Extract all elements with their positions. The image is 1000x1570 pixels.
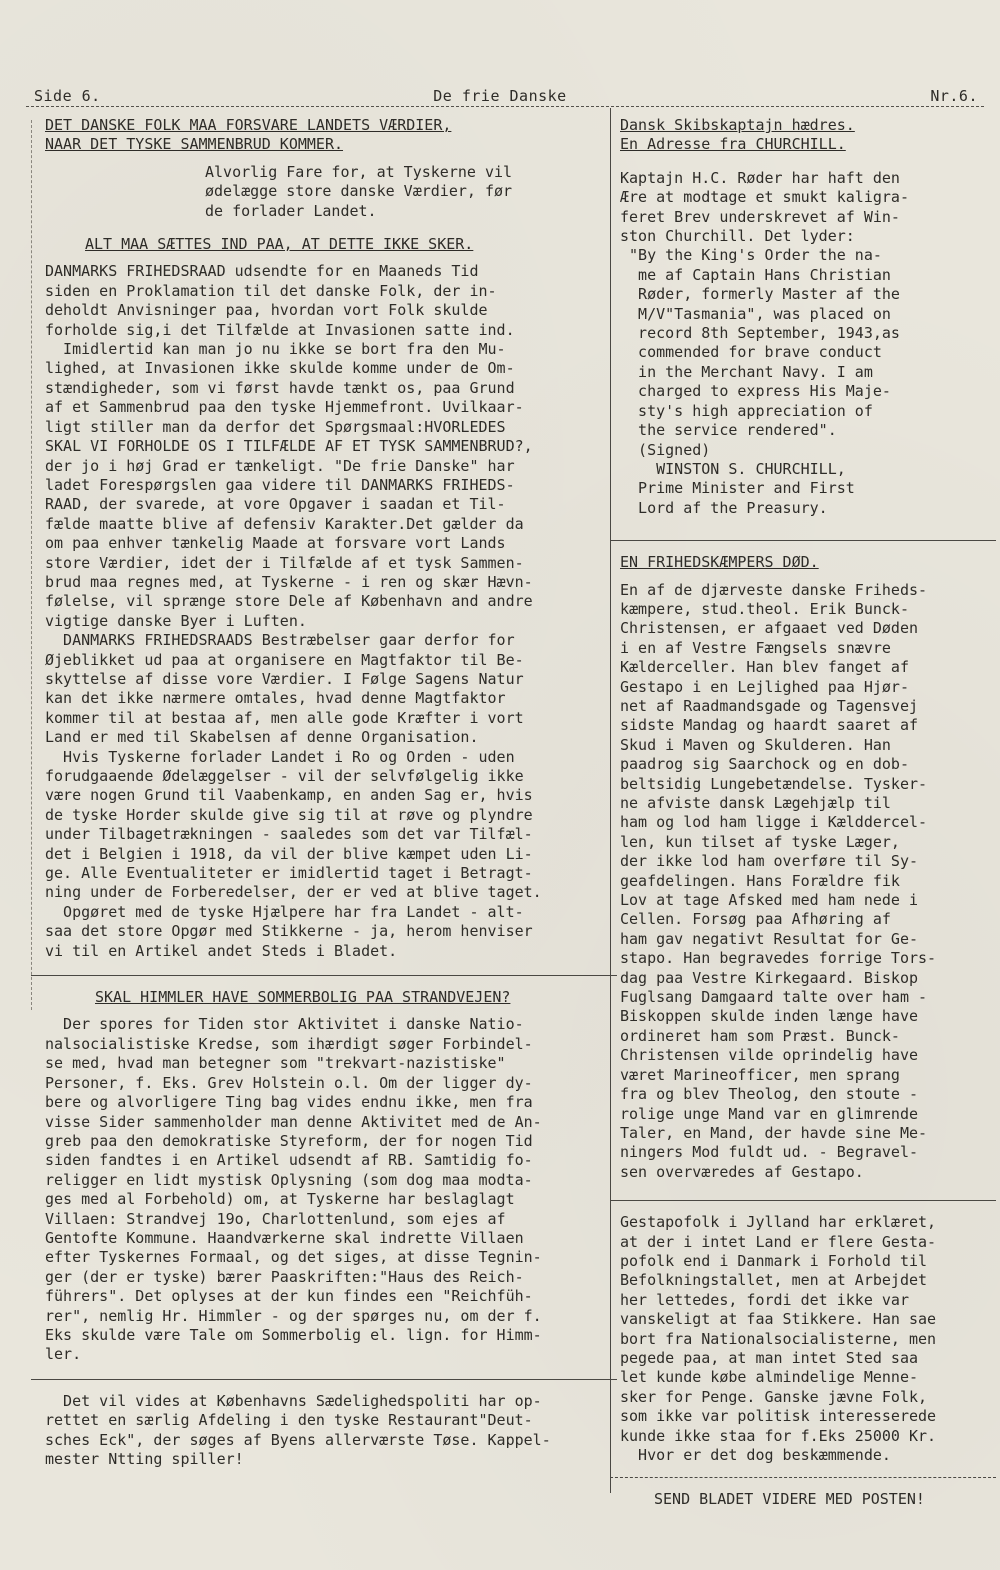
- text-line: Gestapo i en Lejlighed paa Hjør-: [620, 677, 909, 696]
- header-divider: [26, 106, 984, 107]
- text-line: som ikke var politisk interesserede: [620, 1407, 937, 1426]
- text-line: religger en lidt mystisk Oplysning (som dog maa modta-: [45, 1170, 533, 1189]
- text-line: her lettedes, fordi det ikke var: [620, 1290, 909, 1309]
- article-body-himmler: [45, 1015, 603, 1364]
- text-line: ges med al Forbehold) om, at Tyskerne har beslaglagt: [45, 1190, 515, 1209]
- subtitle-line: ødelægge store danske Værdier, før: [205, 182, 513, 201]
- text-line: Cellen. Forsøg paa Afhøring af: [620, 910, 891, 929]
- text-line: under Tilbagetrækningen - saaledes som det var Tilfæl-: [45, 825, 533, 844]
- text-line: ningers Mod fuldt ud. - Begravel-: [620, 1143, 919, 1162]
- text-line: kunde ikke staa for f.Eks 25000 Kr.: [620, 1426, 937, 1445]
- text-line: der jo i høj Grad er tænkeligt. "De frie Danske" har: [45, 456, 515, 475]
- text-line: Christensen vilde oprindelig have: [620, 1046, 919, 1065]
- text-line: af et Sammenbrud paa den tyske Hjemmefront. Uvilkaar-: [45, 398, 524, 417]
- article-title-freedom-fighter: EN FRIHEDSKÆMPERS DØD.: [620, 553, 819, 572]
- text-line: i en af Vestre Fængsels snævre: [620, 638, 891, 657]
- text-line: Skud i Maven og Skulderen. Han: [620, 735, 891, 754]
- article-title-defend-values: [45, 116, 603, 155]
- text-line: saa det store Opgør med Stikkerne - ja, herom henviser: [45, 922, 533, 941]
- text-line: SKAL VI FORHOLDE OS I TILFÆLDE AF ET TYSK SAMMENBRUD?,: [45, 437, 533, 456]
- text-line: len, kun tilset af tyske Læger,: [620, 832, 900, 851]
- text-line: sker for Penge. Ganske jævne Folk,: [620, 1387, 928, 1406]
- text-line: (Signed): [620, 440, 711, 459]
- text-line: skyttelse af disse vore Værdier. I Følge Sagens Natur: [45, 669, 524, 688]
- text-line: commended for brave conduct: [620, 343, 882, 362]
- text-line: let kunde købe almindelige Menne-: [620, 1368, 919, 1387]
- text-line: fra og blev Theolog, den stoute -: [620, 1085, 919, 1104]
- text-line: DANMARKS FRIHEDSRAADS Bestræbelser gaar derfor for: [45, 631, 515, 650]
- text-line: vigtige danske Byer i Luften.: [45, 611, 307, 630]
- article-body-defend-values: [45, 262, 603, 961]
- text-line: sidste Mandag og haardt saaret af: [620, 716, 919, 735]
- text-line: kommer til at bestaa af, men alle gode Kræfter i vort: [45, 708, 524, 727]
- text-line: M/V"Tasmania", was placed on: [620, 304, 891, 323]
- title-line: DET DANSKE FOLK MAA FORSVARE LANDETS VÆRDIER,: [45, 116, 452, 134]
- left-column: [45, 116, 603, 1469]
- article-subtitle: [45, 163, 603, 221]
- text-line: sches Eck", der søges af Byens allerværste Tøse. Kappel-: [45, 1430, 551, 1449]
- text-line: Prime Minister and First: [620, 479, 855, 498]
- text-line: kan det ikke nærmere omtales, hvad denne Magtfaktor: [45, 689, 506, 708]
- footer-send-notice: SEND BLADET VIDERE MED POSTEN!: [654, 1490, 925, 1509]
- text-line: ladet Forespørgslen gaa videre til DANMARKS FRIHEDS-: [45, 475, 515, 494]
- text-line: at der i intet Land er flere Gesta-: [620, 1232, 937, 1251]
- text-line: bere og alvorligere Ting bag vides endnu ikke, men fra: [45, 1093, 533, 1112]
- page-number: Side 6.: [34, 87, 101, 105]
- subtitle-line: Alvorlig Fare for, at Tyskerne vil: [205, 162, 513, 181]
- text-line: Opgøret med de tyske Hjælpere har fra Landet - alt-: [45, 902, 524, 921]
- text-line: Der spores for Tiden stor Aktivitet i danske Natio-: [45, 1015, 524, 1034]
- text-line: været Marineofficer, men sprang: [620, 1065, 900, 1084]
- text-line: siden en Proklamation til det danske Folk, der in-: [45, 281, 497, 300]
- text-line: ge. Alle Eventualiteter er imidlertid taget i Betragt-: [45, 864, 533, 883]
- text-line: sen overværedes af Gestapo.: [620, 1162, 864, 1181]
- text-line: Taler, en Mand, der havde sine Me-: [620, 1123, 928, 1142]
- text-line: ne afviste dansk Lægehjælp til: [620, 794, 891, 812]
- article-separator: [610, 1200, 996, 1201]
- title-line: NAAR DET TYSKE SAMMENBRUD KOMMER.: [45, 135, 344, 154]
- text-line: brud maa regnes med, at Tyskerne - i ren og skær Hævn-: [45, 572, 533, 591]
- article-separator: [31, 1379, 617, 1380]
- text-line: Eks skulde være Tale om Sommerbolig el. lign. for Himm-: [45, 1325, 542, 1344]
- text-line: greb paa den demokratiske Styreform, der for nogen Tid: [45, 1131, 533, 1150]
- text-line: führers". Det oplyses at der kun findes een "Reichfüh-: [45, 1287, 533, 1306]
- text-line: vi til en Artikel andet Steds i Bladet.: [45, 941, 398, 960]
- text-line: Personer, f. Eks. Grev Holstein o.l. Om der ligger dy-: [45, 1073, 533, 1092]
- text-line: ston Churchill. Det lyder:: [620, 227, 855, 246]
- text-line: om paa enhver tænkelig Maade at forsvare vort Lands: [45, 534, 506, 553]
- text-line: se med, hvad man betegner som "trekvart-nazistiske": [45, 1054, 506, 1073]
- text-line: kæmpere, stud.theol. Erik Bunck-: [620, 599, 909, 618]
- article-body-police: [45, 1392, 603, 1470]
- text-line: rettet en særlig Afdeling i den tyske Restaurant"Deut-: [45, 1411, 533, 1430]
- text-line: pofolk end i Danmark i Forhold til: [620, 1251, 928, 1270]
- text-line: beltsidig Lungebetændelse. Tysker-: [620, 774, 928, 793]
- text-line: ordineret ham som Præst. Bunck-: [620, 1026, 900, 1045]
- text-line: deholdt Anvisninger paa, hvordan vort Folk skulde: [45, 301, 488, 320]
- text-line: visse Sider sammenholder man denne Aktivitet med de An-: [45, 1112, 542, 1131]
- text-line: Hvor er det dog beskæmmende.: [620, 1446, 891, 1464]
- text-line: lighed, at Invasionen ikke skulde komme under de Om-: [45, 359, 515, 378]
- text-line: det i Belgien i 1918, da vil der blive kæmpet uden Li-: [45, 844, 533, 863]
- text-line: store Værdier, idet der i Tilfælde af et tysk Sammen-: [45, 553, 524, 572]
- column-divider: [610, 108, 611, 1493]
- text-line: Land er med til Skabelsen af denne Organisation.: [45, 728, 479, 747]
- text-line: Biskoppen skulde inden længe have: [620, 1007, 919, 1026]
- text-line: følelse, vil sprænge store Dele af København and andre: [45, 592, 533, 611]
- text-line: fælde maatte blive af defensiv Karakter.Det gælder da: [45, 514, 524, 533]
- text-line: Ære at modtage et smukt kaligra-: [620, 188, 909, 207]
- text-line: Christensen, er afgaaet ved Døden: [620, 619, 919, 638]
- article-title-himmler: SKAL HIMMLER HAVE SOMMERBOLIG PAA STRANDVEJEN?: [95, 988, 511, 1007]
- text-line: ler.: [45, 1345, 82, 1364]
- subtitle-line: de forlader Landet.: [205, 201, 377, 220]
- text-line: En af de djærveste danske Friheds-: [620, 580, 928, 599]
- newspaper-title: De frie Danske: [433, 87, 567, 105]
- text-line: Røder, formerly Master af the: [620, 285, 900, 304]
- text-line: rolige unge Mand var en glimrende: [620, 1104, 919, 1123]
- text-line: WINSTON S. CHURCHILL,: [620, 459, 846, 478]
- text-line: Det vil vides at Københavns Sædelighedspoliti har op-: [45, 1391, 542, 1410]
- issue-number: Nr.6.: [930, 87, 978, 105]
- text-line: rer", nemlig Hr. Himmler - og der spørges nu, om der f.: [45, 1306, 542, 1325]
- article-body-gestapo: [620, 1213, 986, 1465]
- left-margin-line: [31, 120, 32, 1010]
- text-line: DANMARKS FRIHEDSRAAD udsendte for en Maaneds Tid: [45, 262, 479, 281]
- text-line: Lov at tage Afsked med ham nede i: [620, 891, 919, 910]
- text-line: Imidlertid kan man jo nu ikke se bort fra den Mu-: [45, 340, 506, 359]
- text-line: siden fandtes i en Artikel udsendt af RB. Samtidig fo-: [45, 1151, 533, 1170]
- text-line: feret Brev underskrevet af Win-: [620, 207, 900, 226]
- text-line: der ikke lod ham overføre til Sy-: [620, 852, 919, 871]
- article-separator: [610, 540, 996, 541]
- text-line: nalsocialistiske Kredse, som ihærdigt søger Forbindel-: [45, 1034, 533, 1053]
- text-line: me af Captain Hans Christian: [620, 265, 891, 284]
- text-line: ham gav negativt Resultat for Ge-: [620, 929, 919, 948]
- text-line: ham og lod ham ligge i Kælddercel-: [620, 813, 928, 832]
- text-line: stapo. Han begravedes forrige Tors-: [620, 949, 937, 968]
- text-line: Gestapofolk i Jylland har erklæret,: [620, 1213, 937, 1232]
- text-line: efter Tyskernes Formaal, og det siges, at disse Tegnin-: [45, 1248, 542, 1267]
- text-line: sty's high appreciation of: [620, 401, 873, 420]
- text-line: geafdelingen. Hans Forældre fik: [620, 871, 900, 890]
- text-line: Fuglsang Damgaard talte over ham -: [620, 988, 928, 1007]
- text-line: Hvis Tyskerne forlader Landet i Ro og Orden - uden: [45, 747, 515, 766]
- text-line: stændigheder, som vi først havde tænkt os, paa Grund: [45, 378, 515, 397]
- text-line: Kælderceller. Han blev fanget af: [620, 658, 909, 677]
- text-line: pegede paa, at man intet Sted saa: [620, 1348, 919, 1367]
- text-line: dag paa Vestre Kirkegaard. Biskop: [620, 968, 919, 987]
- text-line: mester Ntting spiller!: [45, 1450, 244, 1468]
- text-line: in the Merchant Navy. I am: [620, 362, 873, 381]
- text-line: vanskeligt at faa Stikkere. Han sae: [620, 1310, 937, 1329]
- text-line: the service rendered".: [620, 421, 837, 440]
- text-line: Befolkningstallet, men at Arbejdet: [620, 1271, 928, 1290]
- text-line: ligt stiller man da derfor det Spørgsmaal:HVORLEDES: [45, 417, 506, 436]
- text-line: "By the King's Order the na-: [620, 246, 882, 265]
- text-line: Kaptajn H.C. Røder har haft den: [620, 168, 900, 187]
- text-line: de tyske Horder skulde give sig til at røve og plyndre: [45, 805, 533, 824]
- article-separator: [31, 975, 617, 976]
- article-body-freedom-fighter: [620, 581, 986, 1183]
- article-subheading: ALT MAA SÆTTES IND PAA, AT DETTE IKKE SKER.: [85, 235, 474, 254]
- text-line: net af Raadmandsgade og Tagensvej: [620, 696, 919, 715]
- footer-separator: [610, 1477, 996, 1478]
- text-line: ning under de Forberedelser, der er ved at blive taget.: [45, 883, 542, 902]
- text-line: charged to express His Maje-: [620, 382, 891, 401]
- title-line: Dansk Skibskaptajn hædres.: [620, 116, 855, 134]
- right-column: [620, 116, 986, 1510]
- text-line: forudgaaende Ødelæggelser - vil der selvfølgelig ikke: [45, 767, 524, 785]
- text-line: paadrog sig Saarchock og en dob-: [620, 755, 909, 774]
- text-line: Gentofte Kommune. Haandværkerne skal indrette Villaen: [45, 1228, 524, 1247]
- text-line: bort fra Nationalsocialisterne, men: [620, 1329, 937, 1348]
- text-line: forholde sig,i det Tilfælde at Invasionen satte ind.: [45, 320, 515, 339]
- text-line: Øjeblikket ud paa at organisere en Magtfaktor til Be-: [45, 650, 524, 669]
- text-line: Lord af the Preasury.: [620, 498, 828, 517]
- article-title-churchill: [620, 116, 986, 155]
- text-line: Villaen: Strandvej 19o, Charlottenlund, som ejes af: [45, 1209, 506, 1228]
- text-line: ger (der er tyske) bærer Paaskriften:"Haus des Reich-: [45, 1267, 524, 1286]
- text-line: være nogen Grund til Vaabenkamp, en anden Sag er, hvis: [45, 786, 533, 805]
- text-line: record 8th September, 1943,as: [620, 324, 900, 343]
- text-line: RAAD, der svarede, at vore Opgaver i saadan et Til-: [45, 495, 506, 514]
- article-body-churchill: [620, 169, 986, 518]
- title-line: En Adresse fra CHURCHILL.: [620, 135, 846, 154]
